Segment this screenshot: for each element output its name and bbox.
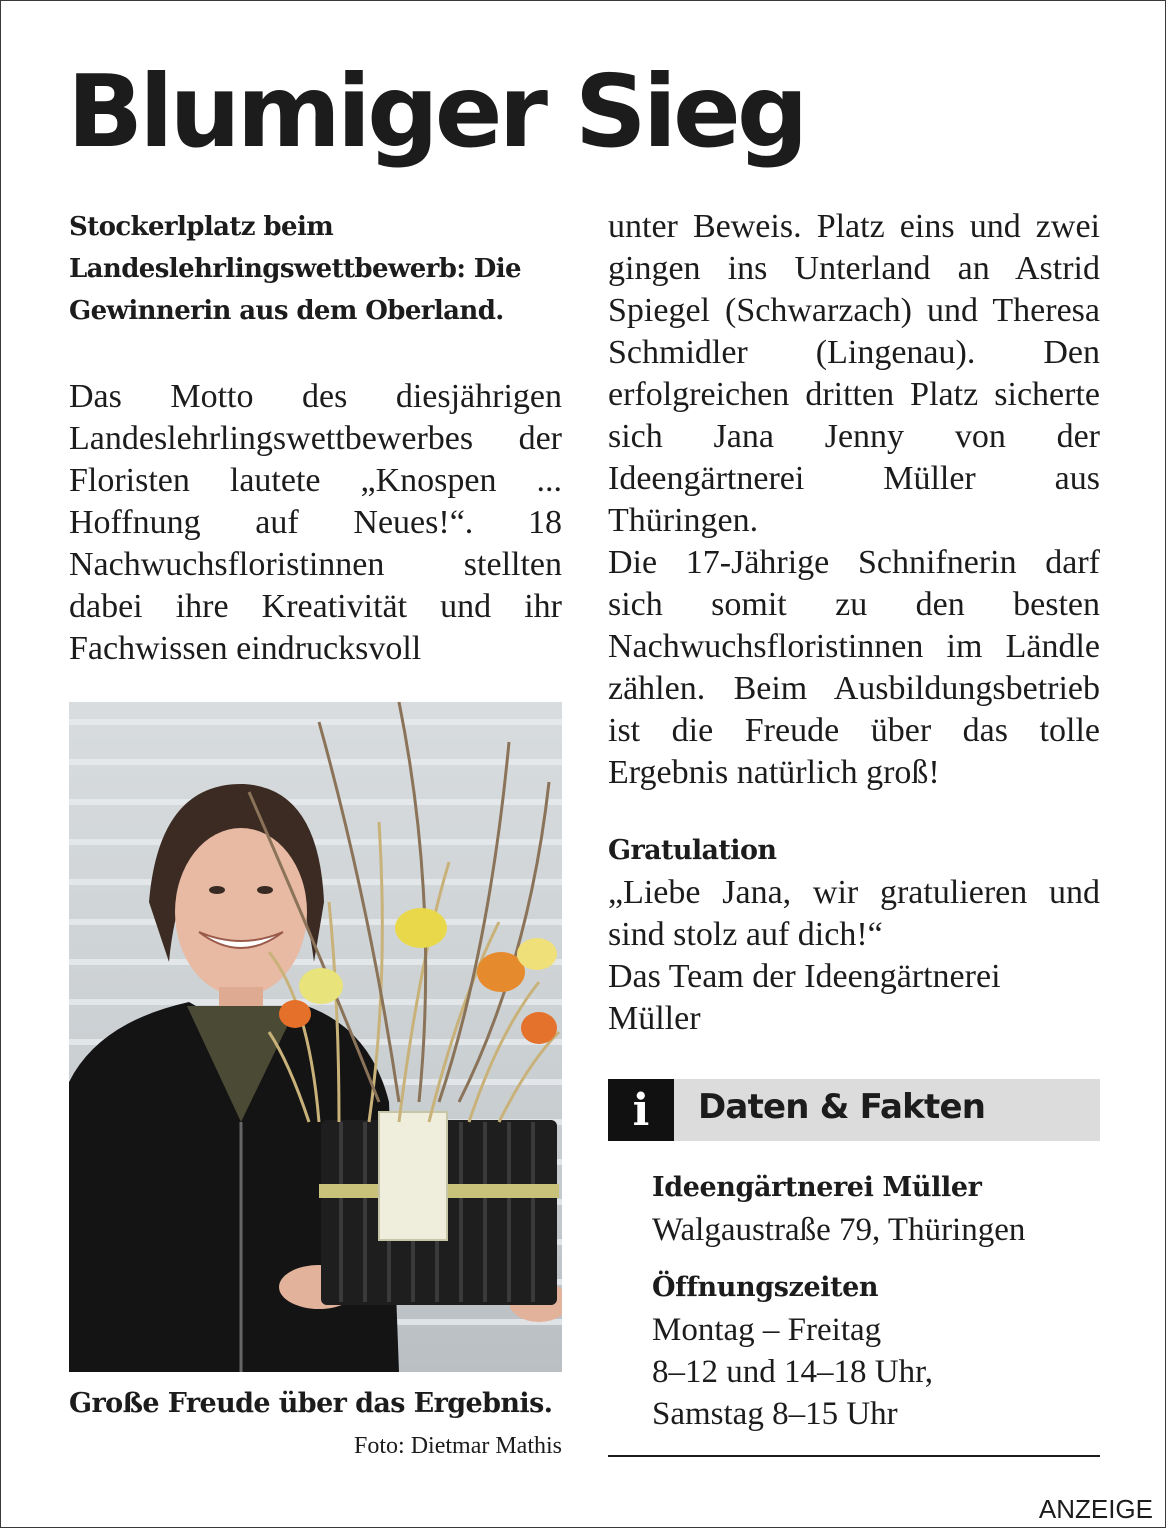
body-text-left: Das Motto des diesjährigen Landeslehrlingswettbewerbes der Floristen lautete „Knospen ... Hoffnung auf Neues!“. 18 Nachwuchsfloristinnen stellten dabei ihre Kreativität und ihr Fachwissen eindrucksvoll bbox=[69, 378, 562, 667]
body-text-right-2: Die 17-Jährige Schnifnerin darf sich somit zu den besten Nachwuchsfloristinnen im Ländle zählen. Beim Ausbildungsbetrieb ist die Freude über das tolle Ergebnis natürlich groß! bbox=[608, 544, 1100, 791]
company-name: Ideengärtnerei Müller bbox=[652, 1172, 982, 1203]
gratulation-signature-1: Das Team der Ideengärtnerei bbox=[608, 958, 1001, 995]
gratulation-title: Gratulation bbox=[608, 835, 777, 866]
body-text-right-1: unter Beweis. Platz eins und zwei gingen ins Unterland an Astrid Spiegel (Schwarzach) und Theresa Schmidler (Lingenau). Den erfolgreichen dritten Platz sicherte sich Jana Jenny von der Ideengärtnerei Müller aus Thüringen. bbox=[608, 208, 1100, 539]
article-photo bbox=[69, 702, 562, 1372]
facts-box-header bbox=[608, 1079, 1100, 1141]
right-column bbox=[608, 206, 1100, 1040]
info-icon: i bbox=[608, 1079, 674, 1141]
photo-credit: Foto: Dietmar Mathis bbox=[354, 1433, 562, 1459]
photo-caption: Große Freude über das Ergebnis. bbox=[69, 1388, 553, 1419]
opening-hours-label: Öffnungszeiten bbox=[652, 1272, 879, 1303]
opening-hours-saturday: Samstag 8–15 Uhr bbox=[652, 1396, 898, 1432]
headline: Blumiger Sieg bbox=[67, 53, 805, 170]
lead-paragraph: Stockerlplatz beim Landeslehrlingswettbewerb: Die Gewinnerin aus dem Oberland. bbox=[69, 212, 521, 326]
gratulation-signature-2: Müller bbox=[608, 1000, 701, 1037]
gratulation-quote: „Liebe Jana, wir gratulieren und sind stolz auf dich!“ bbox=[608, 874, 1100, 953]
left-column bbox=[69, 206, 562, 670]
facts-box-title: Daten & Fakten bbox=[698, 1087, 986, 1127]
florist-photo-illustration bbox=[69, 702, 562, 1372]
facts-box-body bbox=[652, 1167, 1100, 1435]
opening-hours-weekday-times: 8–12 und 14–18 Uhr, bbox=[652, 1354, 933, 1390]
opening-hours-weekdays: Montag – Freitag bbox=[652, 1312, 882, 1348]
company-address: Walgaustraße 79, Thüringen bbox=[652, 1212, 1026, 1248]
facts-box bbox=[608, 1079, 1100, 1457]
advertisement-label: ANZEIGE bbox=[1038, 1494, 1153, 1524]
